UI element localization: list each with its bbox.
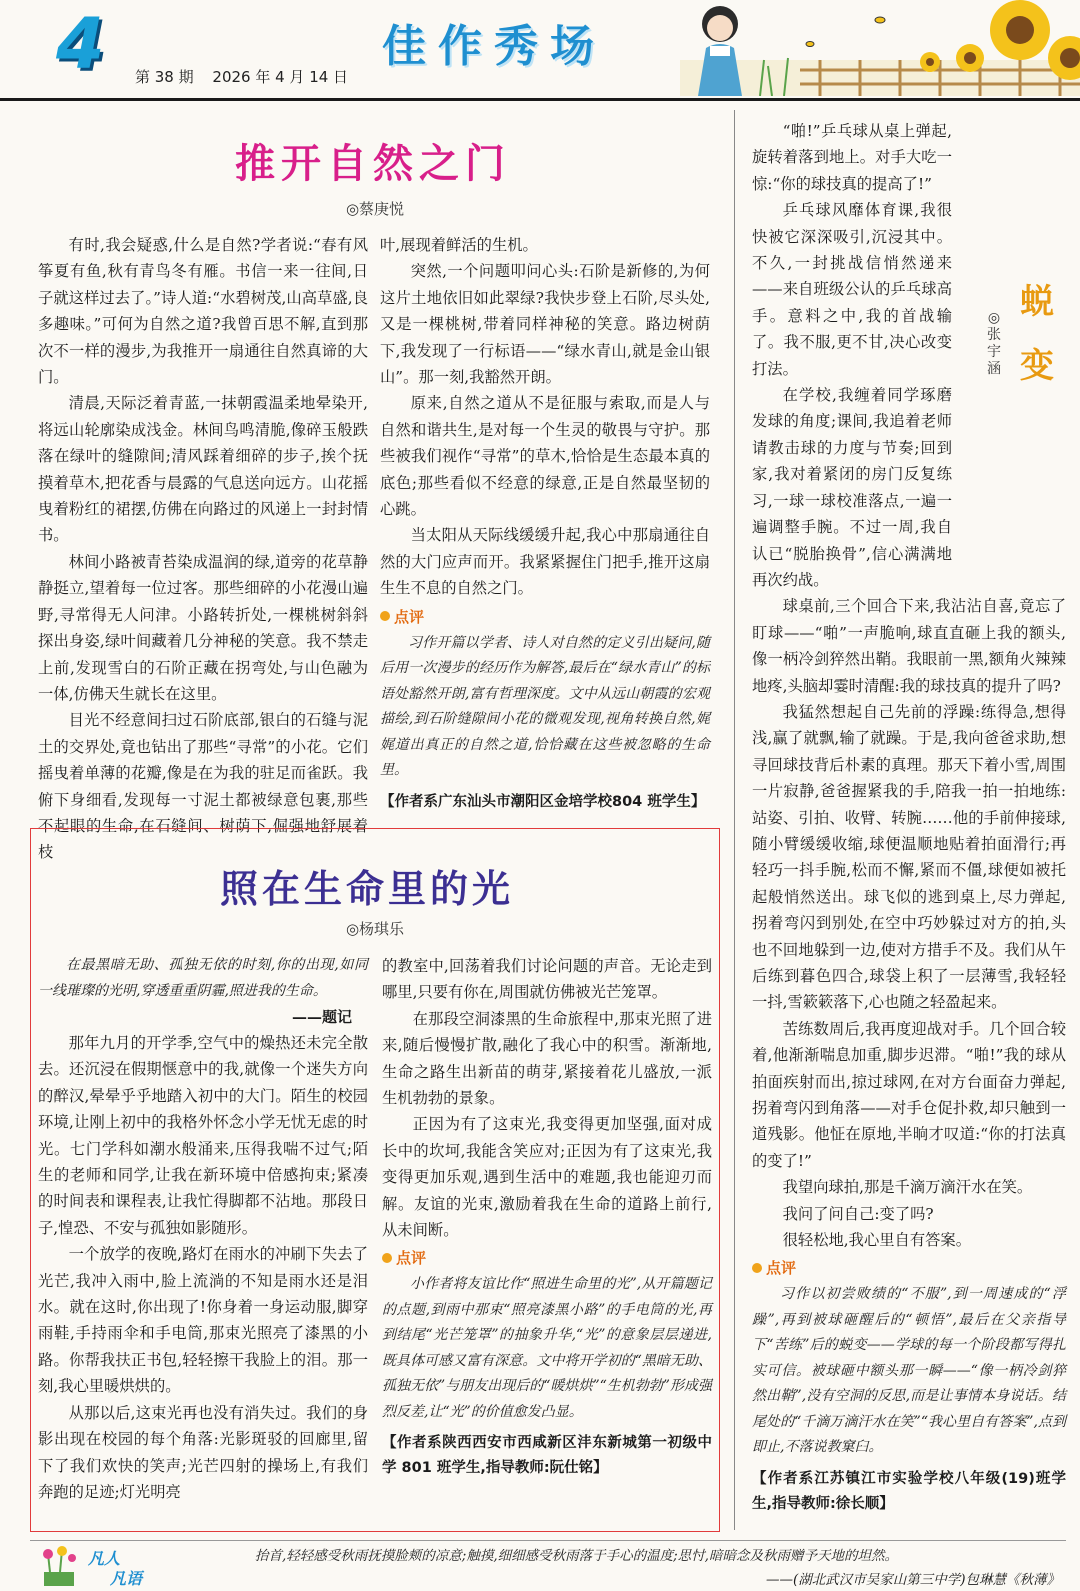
article2-column-1 <box>38 953 368 1505</box>
bee-icon <box>806 17 885 47</box>
girl-icon <box>698 6 742 96</box>
article2-paragraph: 从那以后,这束光再也没有消失过。我们的身影出现在校园的每个角落:光影斑驳的回廊里,留下了我们欢快的笑声;光芒四射的操场上,有我们奔跑的足迹;灯光明亮 <box>38 1403 368 1501</box>
article3-byline: ◎张宇涵 <box>987 310 1001 377</box>
article2-column-2 <box>382 953 712 1481</box>
issue-date: 2026 年 4 月 14 日 <box>212 68 349 86</box>
article1-paragraph: 清晨,天际泛着青蓝,一抹朝霞温柔地晕染开,将远山轮廓染成浅金。林间鸟鸣清脆,像碎玉般跌落在绿叶的缝隙间;清风踩着细碎的步子,挨个抚摸着草木,把花香与晨露的气息送向远方。山花摇曳着粉红的裙摆,仿佛在向路过的风递上一封封情书。 <box>38 394 368 545</box>
article1-paragraph: 有时,我会疑惑,什么是自然?学者说:“春有风筝夏有鱼,秋有青鸟冬有雁。书信一来一往间,日子就这样过去了。”诗人道:“水碧树茂,山高草盛,良多趣味。”可何为自然之道?我曾百思不解,直到那次不一样的漫步,为我推开一扇通往自然真谛的大门。 <box>38 236 368 387</box>
article1-paragraph: 林间小路被青苔染成温润的绿,道旁的花草静静挺立,望着每一位过客。那些细碎的小花漫山遍野,寻常得无人问津。小路转折处,一棵桃树斜斜探出身姿,绿叶间藏着几分神秘的笑意。我不禁走上前,发现雪白的石阶正藏在拐弯处,与山色融为一体,仿佛天生就长在这里。 <box>38 552 368 703</box>
article1-paragraph: 突然,一个问题叩问心头:石阶是新修的,为何这片土地依旧如此翠绿?我快步登上石阶,尽头处,又是一棵桃树,带着同样神秘的笑意。路边树荫下,我发现了一行标语——“绿水青山,就是金山银山”。那一刻,我豁然开朗。 <box>380 262 710 387</box>
article3-author-note: 【作者系江苏镇江市实验学校八年级(19)班学生,指导教师:徐长顺】 <box>752 1470 1066 1512</box>
article3-title: 蜕变 <box>1020 282 1054 386</box>
article3-comment-label <box>752 1257 1066 1278</box>
bullet-icon <box>380 611 390 621</box>
issue-info <box>135 66 362 87</box>
article1-column-2 <box>380 232 710 815</box>
footer-rule <box>30 1540 1066 1541</box>
article2-byline: ◎杨琪乐 <box>345 920 405 938</box>
article3-paragraph: “啪!”乒乓球从桌上弹起,旋转着落到地上。对手大吃一惊:“你的球技真的提高了!” <box>752 122 952 193</box>
article3-column <box>752 118 1066 1517</box>
article2-paragraph: 正因为有了这束光,我变得更加坚强,面对成长中的坎坷,我能含笑应对;正因为有了这束光,我变得更加乐观,遇到生活中的难题,我也能迎刃而解。友谊的光束,激励着我在生命的道路上前行,从未间断。 <box>382 1115 712 1240</box>
footer-logo <box>36 1546 156 1588</box>
column-title: 佳作秀场 <box>382 21 606 72</box>
article2-paragraph: 的教室中,回荡着我们讨论问题的声音。无论走到哪里,只要有你在,周围就仿佛被光芒笼罩。 <box>382 957 712 1002</box>
footer-quote: 抬首,轻轻感受秋雨抚摸脸颊的凉意;触摸,细细感受秋雨落于手心的温度;思忖,暗暗念及秋雨赠予天地的坦然。 <box>255 1548 898 1564</box>
article1-paragraph: 原来,自然之道从不是征服与索取,而是人与自然和谐共生,是对每一个生灵的敬畏与守护。那些被我们视作“寻常”的草木,恰恰是生态最本真的底色;那些看似不经意的绿意,正是自然最坚韧的心跳。 <box>380 394 710 519</box>
comment-label-text: 点评 <box>396 1249 427 1268</box>
issue-number: 第 38 期 <box>135 68 194 86</box>
footer-logo-line1: 凡人 <box>88 1549 121 1568</box>
article2-comment: 小作者将友谊比作“照进生命里的光”,从开篇题记的点题,到雨中那束“照亮漆黑小路”的手电筒的光,再到结尾“光芒笼罩”的抽象升华,“光”的意象层层递进,既具体可感又富有深意。文中将开学初的“黑暗无助、孤独无依”与朋友出现后的“暖烘烘”“生机勃勃”形成强烈反差,让“光”的价值愈发凸显。 <box>382 1276 712 1420</box>
article1-paragraph: 叶,展现着鲜活的生机。 <box>380 236 538 254</box>
article2-comment-label <box>382 1247 712 1268</box>
bullet-icon <box>752 1263 762 1273</box>
article3-paragraph: 在学校,我缠着同学琢磨发球的角度;课间,我追着老师请教击球的力度与节奏;回到家,我对着紧闭的房门反复练习,一球一球校准落点,一遍一遍调整手腕。不过一周,我自认已“脱胎换骨”,信心满满地再次约战。 <box>752 386 952 589</box>
page-number: 4 <box>56 3 105 85</box>
bullet-icon <box>382 1253 392 1263</box>
article1-column-1 <box>38 232 368 866</box>
flower-pot-icon <box>36 1546 86 1588</box>
article1-paragraph: 目光不经意间扫过石阶底部,银白的石缝与泥土的交界处,竟也钻出了那些“寻常”的小花。它们摇曳着单薄的花瓣,像是在为我的驻足而雀跃。我俯下身细看,发现每一寸泥土都被绿意包裹,那些不起眼的生命,在石缝间、树荫下,倔强地舒展着枝 <box>38 711 368 862</box>
article1-comment-label <box>380 606 710 627</box>
article1-byline: ◎蔡庚悦 <box>345 200 405 218</box>
article3-opening <box>752 118 952 593</box>
footer-source: ——(湖北武汉市吴家山第三中学)包琳慧《秋薄》 <box>765 1572 1060 1588</box>
comment-label-text: 点评 <box>766 1259 797 1278</box>
article3-paragraph: 苦练数周后,我再度迎战对手。几个回合较着,他渐渐喘息加重,脚步迟滞。“啪!”我的球从拍面疾射而出,掠过球网,在对方台面奋力弹起,拐着弯闪到角落——对手仓促扑救,却只触到一道残影。他怔在原地,半晌才叹道:“你的打法真的变了!” <box>752 1019 1066 1170</box>
comment-label-text: 点评 <box>394 607 425 626</box>
header-rule <box>0 98 1080 101</box>
article1-comment: 习作开篇以学者、诗人对自然的定义引出疑问,随后用一次漫步的经历作为解答,最后在“绿水青山”的标语处豁然开朗,富有哲理深度。文中从远山朝霞的宏观描绘,到石阶缝隙间小花的微观发现,视角转换自然,娓娓道出真正的自然之道,恰恰藏在这些被忽略的生命里。 <box>380 634 710 779</box>
article2-paragraph: 那年九月的开学季,空气中的燥热还未完全散去。还沉浸在假期惬意中的我,就像一个迷失方向的醉汉,晕晕乎乎地踏入初中的大门。陌生的校园环境,让刚上初中的我格外怀念小学无忧无虑的时光。七门学科如潮水般涌来,压得我喘不过气;陌生的老师和同学,让我在新环境中倍感拘束;紧凑的时间表和课程表,让我忙得脚都不沾地。那段日子,惶恐、不安与孤独如影随形。 <box>38 1034 368 1237</box>
article3-paragraph: 很轻松地,我心里自有答案。 <box>782 1231 972 1250</box>
footer-logo-line2: 凡语 <box>110 1569 143 1588</box>
article1-author-note: 【作者系广东汕头市潮阳区金培学校804 班学生】 <box>380 793 706 810</box>
article3-paragraph: 我猛然想起自己先前的浮躁:练得急,想得浅,赢了就飘,输了就躁。于是,我向爸爸求助,想寻回球技背后朴素的真理。那天下着小雪,周围一片寂静,爸爸握紧我的手,陪我一拍一拍地练:站姿、引拍、收臂、转腕……他的手前伸接球,随小臂缓缓收缩,球便温顺地贴着拍面滑行;再轻巧一抖手腕,松而不懈,紧而不僵,球便如被托起般悄然送出。球飞似的逃到桌上,尽力弹起,拐着弯闪到别处,在空中巧妙躲过对方的拍,头也不回地躲到一边,使对方措手不及。我们从午后练到暮色四合,球袋上积了一层薄雪,我轻轻一抖,雪簌簌落下,心也随之轻盈起来。 <box>752 702 1066 1012</box>
article2-title: 照在生命里的光 <box>220 867 515 911</box>
article1-paragraph: 当太阳从天际线缓缓升起,我心中那扇通往自然的大门应声而开。我紧紧握住门把手,推开这扇生生不息的自然之门。 <box>380 526 710 598</box>
page-header <box>0 0 1080 100</box>
article2-paragraph: 一个放学的夜晚,路灯在雨水的冲刷下失去了光芒,我冲入雨中,脸上流淌的不知是雨水还是泪水。就在这时,你出现了!你身着一身运动服,脚穿雨鞋,手持雨伞和手电筒,那束光照亮了漆黑的小路。你帮我扶正书包,轻轻擦干我脸上的泪。那一刻,我心里暖烘烘的。 <box>38 1245 368 1396</box>
article1-title: 推开自然之门 <box>235 141 511 187</box>
article2-epigraph-source: ——题记 <box>291 1008 352 1026</box>
column-divider <box>734 110 735 1530</box>
article3-paragraph: 乒乓球风靡体育课,我很快被它深深吸引,沉浸其中。不久,一封挑战信悄然递来——来自班级公认的乒乓球高手。意料之中,我的首战输了。我不服,更不甘,决心改变打法。 <box>752 201 952 378</box>
article3-paragraph: 我问了问自己:变了吗? <box>782 1204 934 1223</box>
article3-paragraph: 我望向球拍,那是千滴万滴汗水在笑。 <box>782 1178 1033 1197</box>
article2-epigraph: 在最黑暗无助、孤独无依的时刻,你的出现,如同一线璀璨的光明,穿透重重阴霾,照进我的生命。 <box>38 957 368 999</box>
article3-comment: 习作以初尝败绩的“不服”,到一周速成的“浮躁”,再到被球砸醒后的“顿悟”,最后在父亲指导下“苦练”后的蜕变——学球的每一个阶段都写得扎实可信。被球砸中额头那一瞬——“像一柄冷剑猝然出鞘”,没有空洞的反思,而是让事情本身说话。结尾处的“千滴万滴汗水在笑”“我心里自有答案”,点到即止,不落说教窠臼。 <box>752 1286 1066 1456</box>
header-illustration <box>680 0 1080 96</box>
article2-paragraph: 在那段空洞漆黑的生命旅程中,那束光照了进来,随后慢慢扩散,融化了我心中的积雪。渐渐地,生命之路生出新苗的萌芽,紧接着花儿盛放,一派生机勃勃的景象。 <box>382 1009 712 1108</box>
article3-paragraph: 球桌前,三个回合下来,我沾沾自喜,竟忘了盯球——“啪”一声脆响,球直直砸上我的额头,像一柄冷剑猝然出鞘。我眼前一黑,额角火辣辣地疼,头脑却霎时清醒:我的球技真的提升了吗? <box>752 597 1066 695</box>
article2-author-note: 【作者系陕西西安市西咸新区沣东新城第一初级中学 801 班学生,指导教师:阮仕铭】 <box>382 1435 712 1477</box>
